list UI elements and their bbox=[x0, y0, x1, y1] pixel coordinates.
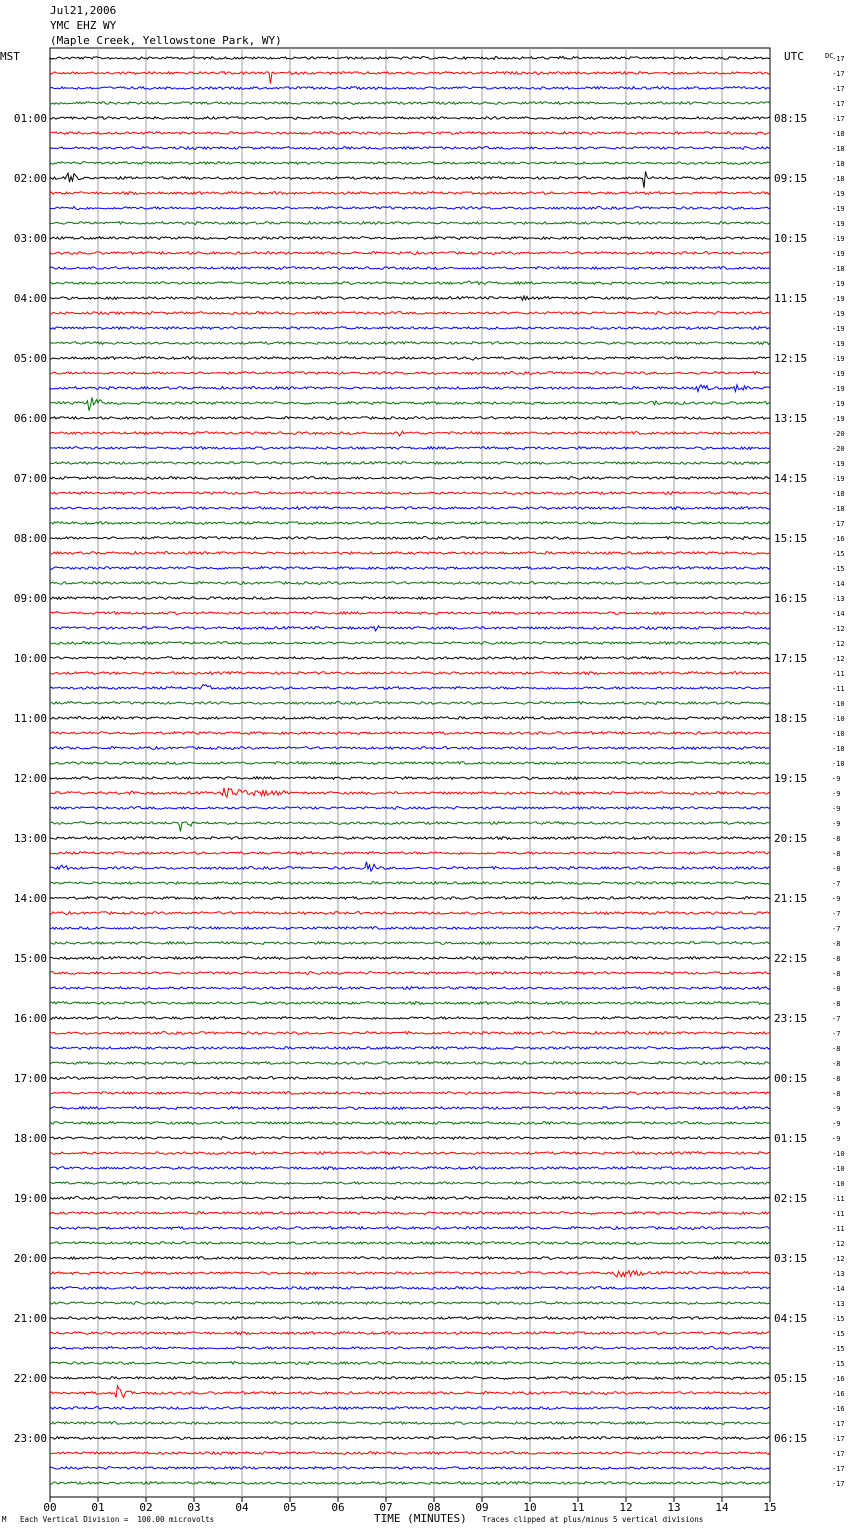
trace-row bbox=[50, 582, 770, 585]
trace-row bbox=[50, 1452, 770, 1455]
right-hour-label: 15:15 bbox=[774, 532, 808, 545]
trace-row bbox=[50, 132, 770, 135]
dc-offset-label: -17 bbox=[832, 1465, 845, 1473]
right-hour-label: 06:15 bbox=[774, 1432, 808, 1445]
dc-offset-label: -18 bbox=[832, 130, 845, 138]
trace-row bbox=[50, 372, 770, 375]
trace-row bbox=[50, 897, 770, 900]
x-tick-label: 08 bbox=[427, 1501, 441, 1514]
dc-offset-label: -17 bbox=[832, 85, 845, 93]
left-hour-label: 02:00 bbox=[13, 172, 47, 185]
right-hour-label: 03:15 bbox=[774, 1252, 808, 1265]
dc-offset-label: -9 bbox=[832, 1120, 841, 1128]
dc-offset-label: -19 bbox=[832, 355, 845, 363]
dc-offset-label: -9 bbox=[832, 775, 841, 783]
left-hour-label: 01:00 bbox=[13, 112, 47, 125]
trace-row bbox=[50, 1092, 770, 1095]
trace-row bbox=[50, 1107, 770, 1110]
dc-offset-label: -18 bbox=[832, 265, 845, 273]
trace-row bbox=[50, 87, 770, 90]
trace-row bbox=[50, 788, 770, 797]
dc-offset-label: -19 bbox=[832, 190, 845, 198]
dc-offset-label: -16 bbox=[832, 1390, 845, 1398]
dc-offset-label: -17 bbox=[832, 1435, 845, 1443]
dc-offset-label: -17 bbox=[832, 520, 845, 528]
right-hour-label: 01:15 bbox=[774, 1132, 808, 1145]
x-tick-label: 10 bbox=[523, 1501, 537, 1514]
trace-row bbox=[50, 1122, 770, 1125]
right-hour-label: 19:15 bbox=[774, 772, 808, 785]
dc-offset-label: -11 bbox=[832, 685, 845, 693]
dc-offset-label: -18 bbox=[832, 490, 845, 498]
right-hour-label: 17:15 bbox=[774, 652, 808, 665]
left-hour-label: 12:00 bbox=[13, 772, 47, 785]
dc-offset-label: -8 bbox=[832, 850, 841, 858]
trace-row bbox=[50, 1182, 770, 1185]
right-hour-label: 13:15 bbox=[774, 412, 808, 425]
dc-offset-label: -19 bbox=[832, 400, 845, 408]
dc-offset-label: -19 bbox=[832, 280, 845, 288]
dc-offset-label: -17 bbox=[832, 1450, 845, 1458]
right-hour-label: 05:15 bbox=[774, 1372, 808, 1385]
trace-row bbox=[50, 552, 770, 555]
trace-row bbox=[50, 522, 770, 525]
trace-row bbox=[50, 1407, 770, 1410]
trace-row bbox=[50, 1467, 770, 1470]
x-tick-label: 05 bbox=[283, 1501, 297, 1514]
dc-offset-label: -14 bbox=[832, 580, 845, 588]
dc-offset-label: -13 bbox=[832, 1300, 845, 1308]
header-date: Jul21,2006 bbox=[50, 4, 117, 17]
dc-offset-label: -19 bbox=[832, 415, 845, 423]
dc-offset-label: -8 bbox=[832, 1060, 841, 1068]
dc-offset-label: -17 bbox=[832, 1420, 845, 1428]
trace-row bbox=[50, 1017, 770, 1020]
trace-row bbox=[50, 1287, 770, 1290]
dc-offset-label: -9 bbox=[832, 1135, 841, 1143]
x-tick-label: 15 bbox=[763, 1501, 777, 1514]
dc-label: DC bbox=[825, 52, 834, 60]
left-hour-label: 08:00 bbox=[13, 532, 47, 545]
dc-offset-label: -19 bbox=[832, 325, 845, 333]
axis-labels bbox=[14, 55, 845, 1514]
dc-offset-label: -10 bbox=[832, 715, 845, 723]
trace-row bbox=[50, 987, 770, 990]
dc-offset-label: -16 bbox=[832, 535, 845, 543]
header-location: (Maple Creek, Yellowstone Park, WY) bbox=[50, 34, 282, 47]
trace-row bbox=[50, 222, 770, 225]
left-hour-label: 04:00 bbox=[13, 292, 47, 305]
dc-offset-label: -15 bbox=[832, 1360, 845, 1368]
trace-row bbox=[50, 1302, 770, 1305]
dc-offset-label: -16 bbox=[832, 1375, 845, 1383]
trace-row bbox=[50, 1347, 770, 1350]
trace-row bbox=[50, 462, 770, 465]
right-hour-label: 18:15 bbox=[774, 712, 808, 725]
trace-row bbox=[50, 1227, 770, 1230]
right-hour-label: 21:15 bbox=[774, 892, 808, 905]
left-hour-label: 09:00 bbox=[13, 592, 47, 605]
right-hour-label: 20:15 bbox=[774, 832, 808, 845]
dc-offset-label: -12 bbox=[832, 625, 845, 633]
dc-offset-label: -8 bbox=[832, 835, 841, 843]
right-hour-label: 09:15 bbox=[774, 172, 808, 185]
x-tick-label: 14 bbox=[715, 1501, 729, 1514]
trace-row bbox=[50, 192, 770, 195]
trace-row bbox=[50, 732, 770, 735]
left-hour-label: 11:00 bbox=[13, 712, 47, 725]
trace-row bbox=[50, 1032, 770, 1035]
dc-offset-label: -15 bbox=[832, 565, 845, 573]
trace-row bbox=[50, 1332, 770, 1335]
trace-row bbox=[50, 1167, 770, 1170]
scale-note: Each Vertical Division = 100.00 microvolts bbox=[20, 1515, 215, 1524]
trace-row bbox=[50, 72, 770, 84]
trace-row bbox=[50, 1271, 770, 1277]
trace-row bbox=[50, 717, 770, 720]
trace-row bbox=[50, 1137, 770, 1140]
trace-row bbox=[50, 117, 770, 120]
dc-offset-label: -19 bbox=[832, 235, 845, 243]
trace-row bbox=[50, 281, 770, 285]
trace-row bbox=[50, 597, 770, 600]
trace-row bbox=[50, 1386, 770, 1398]
trace-row bbox=[50, 777, 770, 780]
trace-row bbox=[50, 327, 770, 330]
dc-offset-label: -8 bbox=[832, 1000, 841, 1008]
left-hour-label: 13:00 bbox=[13, 832, 47, 845]
trace-row bbox=[50, 296, 770, 300]
dc-offset-label: -18 bbox=[832, 160, 845, 168]
dc-offset-label: -19 bbox=[832, 460, 845, 468]
x-tick-label: 02 bbox=[139, 1501, 153, 1514]
dc-offset-label: -19 bbox=[832, 250, 845, 258]
dc-offset-label: -18 bbox=[832, 145, 845, 153]
trace-row bbox=[50, 537, 770, 540]
left-hour-label: 20:00 bbox=[13, 1252, 47, 1265]
dc-offset-label: -10 bbox=[832, 1180, 845, 1188]
dc-offset-label: -10 bbox=[832, 700, 845, 708]
left-hour-label: 10:00 bbox=[13, 652, 47, 665]
dc-offset-label: -8 bbox=[832, 940, 841, 948]
dc-offset-label: -13 bbox=[832, 595, 845, 603]
dc-offset-label: -12 bbox=[832, 640, 845, 648]
trace-row bbox=[50, 1317, 770, 1320]
trace-row bbox=[50, 942, 770, 945]
dc-offset-label: -19 bbox=[832, 205, 845, 213]
dc-offset-label: -19 bbox=[832, 220, 845, 228]
dc-offset-label: -9 bbox=[832, 820, 841, 828]
trace-row bbox=[50, 507, 770, 510]
dc-offset-label: -10 bbox=[832, 730, 845, 738]
dc-offset-label: -9 bbox=[832, 805, 841, 813]
dc-offset-label: -7 bbox=[832, 1015, 841, 1023]
trace-row bbox=[50, 685, 770, 690]
right-hour-label: 12:15 bbox=[774, 352, 808, 365]
plot-frame bbox=[50, 48, 770, 1497]
x-tick-label: 13 bbox=[667, 1501, 681, 1514]
trace-row bbox=[50, 431, 770, 436]
trace-row bbox=[50, 567, 770, 570]
trace-row bbox=[50, 822, 770, 832]
dc-offset-label: -19 bbox=[832, 295, 845, 303]
dc-offset-label: -7 bbox=[832, 1030, 841, 1038]
grid-lines bbox=[50, 48, 770, 1502]
trace-row bbox=[50, 385, 770, 392]
dc-offset-label: -8 bbox=[832, 985, 841, 993]
trace-row bbox=[50, 477, 770, 480]
dc-offset-label: -10 bbox=[832, 1150, 845, 1158]
trace-row bbox=[50, 762, 770, 765]
trace-row bbox=[50, 852, 770, 855]
header-station: YMC EHZ WY bbox=[50, 19, 117, 32]
left-hour-label: 21:00 bbox=[13, 1312, 47, 1325]
trace-row bbox=[50, 807, 770, 810]
dc-offset-label: -11 bbox=[832, 1195, 845, 1203]
corner-mark: M bbox=[2, 1515, 7, 1524]
dc-offset-label: -8 bbox=[832, 865, 841, 873]
dc-offset-label: -16 bbox=[832, 1405, 845, 1413]
trace-row bbox=[50, 1377, 770, 1380]
x-tick-label: 01 bbox=[91, 1501, 105, 1514]
dc-offset-label: -8 bbox=[832, 955, 841, 963]
dc-offset-label: -15 bbox=[832, 1330, 845, 1338]
dc-offset-label: -12 bbox=[832, 1255, 845, 1263]
trace-row bbox=[50, 237, 770, 240]
trace-row bbox=[50, 1047, 770, 1050]
trace-row bbox=[50, 252, 770, 255]
trace-row bbox=[50, 206, 770, 209]
trace-row bbox=[50, 1197, 770, 1200]
trace-row bbox=[50, 626, 770, 631]
dc-offset-label: -8 bbox=[832, 1045, 841, 1053]
right-hour-label: 23:15 bbox=[774, 1012, 808, 1025]
x-tick-label: 07 bbox=[379, 1501, 393, 1514]
trace-row bbox=[50, 612, 770, 615]
trace-row bbox=[50, 1152, 770, 1155]
trace-row bbox=[50, 417, 770, 420]
x-tick-label: 03 bbox=[187, 1501, 201, 1514]
trace-row bbox=[50, 972, 770, 975]
dc-offset-label: -14 bbox=[832, 1285, 845, 1293]
dc-offset-label: -11 bbox=[832, 1210, 845, 1218]
left-hour-label: 16:00 bbox=[13, 1012, 47, 1025]
left-hour-label: 15:00 bbox=[13, 952, 47, 965]
dc-offset-label: -9 bbox=[832, 790, 841, 798]
dc-offset-label: -14 bbox=[832, 610, 845, 618]
right-hour-label: 22:15 bbox=[774, 952, 808, 965]
dc-offset-label: -12 bbox=[832, 1240, 845, 1248]
right-hour-label: 02:15 bbox=[774, 1192, 808, 1205]
trace-row bbox=[50, 1482, 770, 1485]
left-hour-label: 07:00 bbox=[13, 472, 47, 485]
dc-offset-label: -11 bbox=[832, 670, 845, 678]
left-hour-label: 05:00 bbox=[13, 352, 47, 365]
dc-offset-label: -20 bbox=[832, 445, 845, 453]
dc-offset-label: -10 bbox=[832, 760, 845, 768]
dc-offset-label: -17 bbox=[832, 70, 845, 78]
dc-offset-label: -19 bbox=[832, 385, 845, 393]
dc-offset-label: -17 bbox=[832, 1480, 845, 1488]
trace-row bbox=[50, 657, 770, 660]
trace-row bbox=[50, 1242, 770, 1245]
dc-offset-label: -17 bbox=[832, 55, 845, 63]
trace-row bbox=[50, 102, 770, 105]
trace-row bbox=[50, 672, 770, 675]
right-hour-label: 10:15 bbox=[774, 232, 808, 245]
left-hour-label: 03:00 bbox=[13, 232, 47, 245]
dc-offset-label: -10 bbox=[832, 745, 845, 753]
left-hour-label: 22:00 bbox=[13, 1372, 47, 1385]
dc-offset-label: -10 bbox=[832, 1165, 845, 1173]
trace-row bbox=[50, 267, 770, 270]
right-hour-label: 04:15 bbox=[774, 1312, 808, 1325]
dc-offset-label: -8 bbox=[832, 1090, 841, 1098]
x-tick-label: 06 bbox=[331, 1501, 345, 1514]
dc-offset-label: -15 bbox=[832, 1345, 845, 1353]
trace-row bbox=[50, 56, 770, 59]
trace-row bbox=[50, 357, 770, 361]
trace-row bbox=[50, 747, 770, 750]
trace-row bbox=[50, 312, 770, 315]
right-hour-label: 00:15 bbox=[774, 1072, 808, 1085]
right-hour-label: 08:15 bbox=[774, 112, 808, 125]
trace-row bbox=[50, 927, 770, 930]
trace-row bbox=[50, 1422, 770, 1425]
dc-offset-label: -8 bbox=[832, 1075, 841, 1083]
right-hour-label: 11:15 bbox=[774, 292, 808, 305]
dc-offset-label: -19 bbox=[832, 370, 845, 378]
dc-offset-label: -18 bbox=[832, 175, 845, 183]
trace-row bbox=[50, 957, 770, 960]
trace-row bbox=[50, 492, 770, 495]
x-tick-label: 00 bbox=[43, 1501, 57, 1514]
trace-row bbox=[50, 147, 770, 150]
trace-row bbox=[50, 1077, 770, 1080]
x-axis-title: TIME (MINUTES) bbox=[374, 1512, 467, 1525]
left-zone-label: MST bbox=[0, 50, 20, 63]
trace-row bbox=[50, 1257, 770, 1260]
right-hour-label: 14:15 bbox=[774, 472, 808, 485]
trace-row bbox=[50, 642, 770, 645]
trace-row bbox=[50, 912, 770, 915]
x-tick-label: 09 bbox=[475, 1501, 489, 1514]
x-tick-label: 04 bbox=[235, 1501, 249, 1514]
trace-row bbox=[50, 1212, 770, 1215]
dc-offset-label: -17 bbox=[832, 115, 845, 123]
trace-row bbox=[50, 1362, 770, 1365]
trace-row bbox=[50, 171, 770, 187]
trace-row bbox=[50, 1062, 770, 1065]
trace-row bbox=[50, 1437, 770, 1440]
dc-offset-label: -17 bbox=[832, 100, 845, 108]
dc-offset-label: -20 bbox=[832, 430, 845, 438]
clip-note: Traces clipped at plus/minus 5 vertical divisions bbox=[482, 1515, 704, 1524]
dc-offset-label: -18 bbox=[832, 505, 845, 513]
trace-row bbox=[50, 1002, 770, 1005]
right-zone-label: UTC bbox=[784, 50, 804, 63]
left-hour-label: 06:00 bbox=[13, 412, 47, 425]
left-hour-label: 19:00 bbox=[13, 1192, 47, 1205]
dc-offset-label: -7 bbox=[832, 880, 841, 888]
dc-offset-label: -15 bbox=[832, 550, 845, 558]
dc-offset-label: -8 bbox=[832, 970, 841, 978]
trace-row bbox=[50, 702, 770, 705]
left-hour-label: 23:00 bbox=[13, 1432, 47, 1445]
trace-row bbox=[50, 882, 770, 885]
dc-offset-label: -13 bbox=[832, 1270, 845, 1278]
dc-offset-label: -9 bbox=[832, 1105, 841, 1113]
dc-offset-label: -19 bbox=[832, 310, 845, 318]
x-tick-label: 12 bbox=[619, 1501, 633, 1514]
x-tick-label: 11 bbox=[571, 1501, 585, 1514]
left-hour-label: 14:00 bbox=[13, 892, 47, 905]
dc-offset-label: -7 bbox=[832, 925, 841, 933]
trace-row bbox=[50, 447, 770, 450]
trace-rows bbox=[50, 56, 770, 1484]
trace-row bbox=[50, 397, 770, 410]
dc-offset-label: -9 bbox=[832, 895, 841, 903]
dc-offset-label: -15 bbox=[832, 1315, 845, 1323]
trace-row bbox=[50, 342, 770, 345]
trace-row bbox=[50, 162, 770, 165]
dc-offset-label: -12 bbox=[832, 655, 845, 663]
left-hour-label: 18:00 bbox=[13, 1132, 47, 1145]
dc-offset-label: -19 bbox=[832, 340, 845, 348]
dc-offset-label: -11 bbox=[832, 1225, 845, 1233]
dc-offset-label: -19 bbox=[832, 475, 845, 483]
dc-offset-label: -7 bbox=[832, 910, 841, 918]
trace-row bbox=[50, 837, 770, 840]
right-hour-label: 16:15 bbox=[774, 592, 808, 605]
left-hour-label: 17:00 bbox=[13, 1072, 47, 1085]
trace-row bbox=[50, 862, 770, 872]
